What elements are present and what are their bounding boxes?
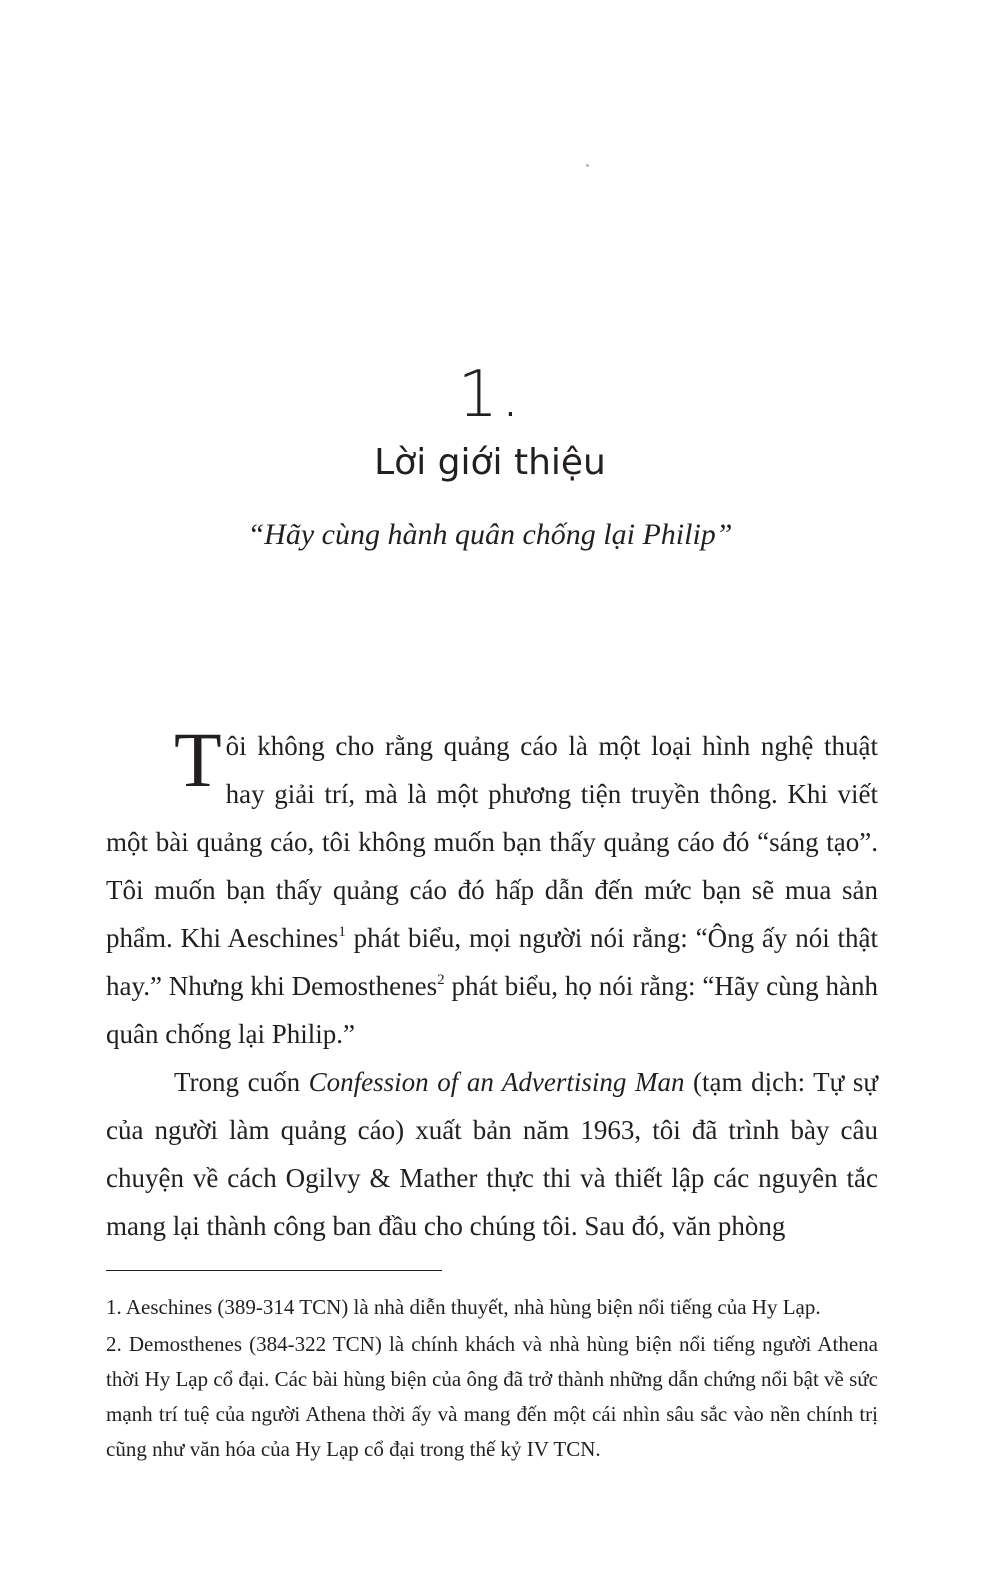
paragraph-2 [106, 1058, 878, 1250]
paragraph-1-text-c: phát biểu, họ nói rằng: “Hãy cùng hành quân chống lại Philip.” [106, 971, 878, 1049]
footnotes [106, 1290, 878, 1469]
paragraph-2-text-b: (tạm dịch: Tự sự của người làm quảng cáo) xuất bản năm 1963, tôi đã trình bày câu chuyện về cách Ogilvy & Mather thực thi và thiết lập các nguyên tắc mang lại thành công ban đầu cho chúng tôi. Sau đó, văn phòng [106, 1067, 879, 1241]
drop-cap: T [174, 716, 222, 803]
chapter-epigraph: “Hãy cùng hành quân chống lại Philip” [247, 518, 733, 551]
paragraph-2-text-a: Trong cuốn [174, 1067, 309, 1097]
footnote-divider [106, 1270, 442, 1271]
footnote-ref-1: 1 [338, 924, 346, 940]
book-title: Confession of an Advertising Man [308, 1067, 685, 1097]
body-text [106, 716, 879, 1250]
paragraph-1 [106, 716, 878, 1058]
footnote-1: 1. Aeschines (389-314 TCN) là nhà diễn thuyết, nhà hùng biện nổi tiếng của Hy Lạp. [106, 1295, 821, 1319]
chapter-number: 1. [457, 358, 523, 432]
paragraph-1-text-a: ôi không cho rằng quảng cáo là một loại hình nghệ thuật hay giải trí, mà là một phương tiện truyền thông. Khi viết một bài quảng cáo, tôi không muốn bạn thấy quảng cáo đó “sáng tạo”. Tôi muốn bạn thấy quảng cáo đó hấp dẫn đến mức bạn sẽ mua sản phẩm. Khi Aeschines [106, 731, 878, 953]
footnote-ref-2: 2 [437, 972, 445, 988]
chapter-title: Lời giới thiệu [374, 442, 606, 483]
footnote-2: 2. Demosthenes (384-322 TCN) là chính khách và nhà hùng biện nổi tiếng người Athena thời Hy Lạp cổ đại. Các bài hùng biện của ông đã trở thành những dẫn chứng nổi bật về sức mạnh trí tuệ của người Athena thời ấy và mang đến một cái nhìn sâu sắc vào nền chính trị cũng như văn hóa của Hy Lạp cổ đại trong thế kỷ IV TCN. [106, 1332, 878, 1461]
paragraph-1-text-b: phát biểu, mọi người nói rằng: “Ông ấy nói thật hay.” Nhưng khi Demosthenes [106, 923, 878, 1001]
print-speck [586, 164, 589, 167]
